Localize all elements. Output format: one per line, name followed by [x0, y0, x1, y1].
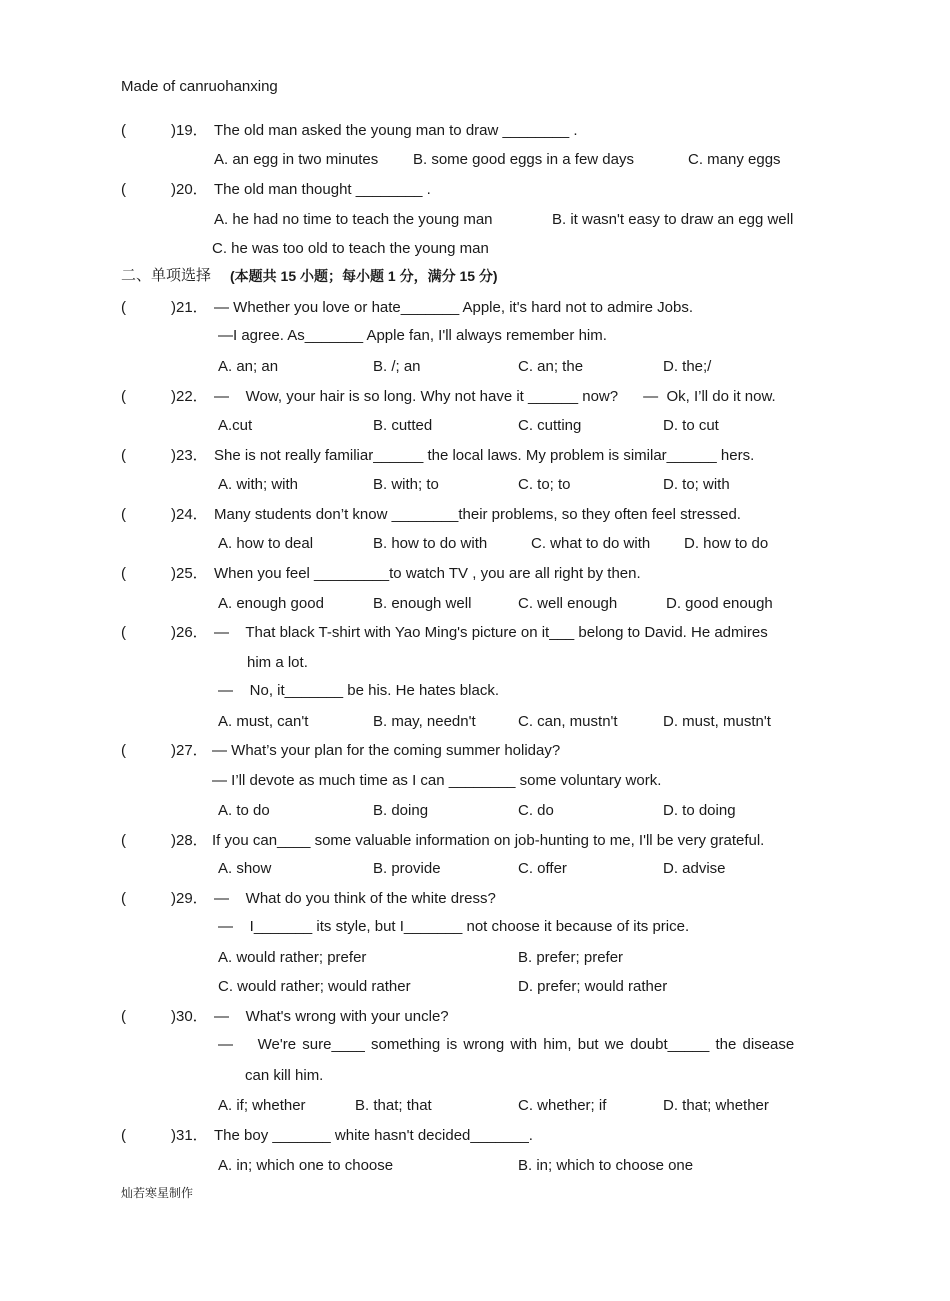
option-a: A. he had no time to teach the young man — [214, 211, 493, 228]
option-a: A. enough good — [218, 595, 324, 612]
question-number: )23． — [171, 447, 208, 464]
answer-paren: ( — [121, 742, 126, 759]
option-c: C. he was too old to teach the young man — [212, 240, 489, 257]
question-stem: The boy _______ white hasn't decided_______. — [214, 1127, 533, 1144]
option-b: B. some good eggs in a few days — [413, 151, 634, 168]
option-a: A. would rather; prefer — [218, 949, 367, 966]
option-a: A. an; an — [218, 358, 279, 375]
question-stem: — What’s your plan for the coming summer holiday? — [212, 742, 561, 759]
option-c: C. can, mustn't — [518, 713, 618, 730]
question-number: )28． — [171, 832, 208, 849]
answer-paren: ( — [121, 122, 126, 139]
option-b: B. in; which to choose one — [518, 1157, 694, 1174]
question-number: )19． — [171, 122, 208, 139]
option-d: D. advise — [663, 860, 726, 877]
option-b: B. provide — [373, 860, 441, 877]
question-stem: When you feel _________to watch TV , you are all right by then. — [214, 565, 641, 582]
option-a: A. with; with — [218, 476, 299, 493]
option-c: C. an; the — [518, 358, 584, 375]
option-c: C. to; to — [518, 476, 571, 493]
option-a: A. an egg in two minutes — [214, 151, 379, 168]
question-stem-line2: — We're sure____ something is wrong with him, but we doubt_____ the disease — [218, 1036, 795, 1053]
question-stem: Many students don’t know ________their problems, so they often feel stressed. — [214, 506, 741, 523]
option-d: D. that; whether — [663, 1097, 769, 1114]
option-b: B. how to do with — [373, 535, 488, 552]
option-c: C. whether; if — [518, 1097, 607, 1114]
option-a: A.cut — [218, 417, 253, 434]
answer-paren: ( — [121, 447, 126, 464]
question-stem: The old man asked the young man to draw ________ . — [214, 122, 578, 139]
option-d: D. to; with — [663, 476, 730, 493]
option-b: B. /; an — [373, 358, 421, 375]
header-text: Made of canruohanxing — [121, 78, 278, 95]
option-a: A. in; which one to choose — [218, 1157, 394, 1174]
question-stem-cont: him a lot. — [247, 654, 308, 671]
answer-paren: ( — [121, 1127, 126, 1144]
question-stem: — What's wrong with your uncle? — [214, 1008, 449, 1025]
option-c: C. many eggs — [688, 151, 781, 168]
question-number: )30． — [171, 1008, 208, 1025]
footer-text: 灿若寒星制作 — [121, 1186, 194, 1200]
question-stem-line2: — No, it_______ be his. He hates black. — [218, 682, 499, 699]
answer-paren: ( — [121, 624, 126, 641]
option-a: A. how to deal — [218, 535, 314, 552]
answer-paren: ( — [121, 506, 126, 523]
option-b: B. it wasn't easy to draw an egg well — [552, 211, 794, 228]
section-info: (本题共 15 小题；每小题 1 分，满分 15 分) — [230, 268, 498, 284]
option-c: C. offer — [518, 860, 567, 877]
question-stem: — Wow, your hair is so long. Why not have it ______ now? — Ok, I’ll do it now. — [214, 388, 776, 405]
option-d: D. must, mustn't — [663, 713, 771, 730]
answer-paren: ( — [121, 299, 126, 316]
option-a: A. to do — [218, 802, 270, 819]
question-stem-cont: can kill him. — [245, 1067, 324, 1084]
answer-paren: ( — [121, 181, 126, 198]
question-stem-line2: —I agree. As_______ Apple fan, I'll always remember him. — [218, 327, 607, 344]
question-number: )24． — [171, 506, 208, 523]
question-stem-line2: — I’ll devote as much time as I can ________ some voluntary work. — [212, 772, 662, 789]
question-stem: — What do you think of the white dress? — [214, 890, 496, 907]
option-b: B. cutted — [373, 417, 433, 434]
option-d: D. how to do — [684, 535, 769, 552]
option-c: C. well enough — [518, 595, 618, 612]
option-b: B. with; to — [373, 476, 439, 493]
question-stem: If you can____ some valuable information on job-hunting to me, I'll be very grateful. — [212, 832, 765, 849]
option-d: D. the;/ — [663, 358, 712, 375]
option-a: A. if; whether — [218, 1097, 306, 1114]
question-stem: She is not really familiar______ the local laws. My problem is similar______ hers. — [214, 447, 755, 464]
option-b: B. that; that — [355, 1097, 432, 1114]
option-d: D. prefer; would rather — [518, 978, 668, 995]
option-c: C. would rather; would rather — [218, 978, 411, 995]
option-b: B. may, needn't — [373, 713, 476, 730]
question-number: )29． — [171, 890, 208, 907]
option-a: A. must, can't — [218, 713, 309, 730]
question-number: )25． — [171, 565, 208, 582]
answer-paren: ( — [121, 1008, 126, 1025]
question-stem: The old man thought ________ . — [214, 181, 431, 198]
question-number: )31． — [171, 1127, 208, 1144]
answer-paren: ( — [121, 832, 126, 849]
option-a: A. show — [218, 860, 272, 877]
option-d: D. to doing — [663, 802, 736, 819]
question-number: )26． — [171, 624, 208, 641]
question-stem: — That black T-shirt with Yao Ming's picture on it___ belong to David. He admires — [214, 624, 768, 641]
answer-paren: ( — [121, 565, 126, 582]
question-number: )20． — [171, 181, 208, 198]
option-c: C. what to do with — [531, 535, 651, 552]
option-d: D. good enough — [666, 595, 773, 612]
answer-paren: ( — [121, 890, 126, 907]
question-number: )21． — [171, 299, 208, 316]
option-d: D. to cut — [663, 417, 719, 434]
question-number: )22． — [171, 388, 208, 405]
option-b: B. doing — [373, 802, 429, 819]
option-b: B. prefer; prefer — [518, 949, 624, 966]
question-number: )27． — [171, 742, 208, 759]
section-title: 二、单项选择 — [121, 267, 212, 284]
question-stem-line2: — I_______ its style, but I_______ not choose it because of its price. — [218, 918, 690, 935]
option-c: C. do — [518, 802, 554, 819]
option-c: C. cutting — [518, 417, 582, 434]
option-b: B. enough well — [373, 595, 472, 612]
answer-paren: ( — [121, 388, 126, 405]
question-stem: — Whether you love or hate_______ Apple, it's hard not to admire Jobs. — [214, 299, 693, 316]
